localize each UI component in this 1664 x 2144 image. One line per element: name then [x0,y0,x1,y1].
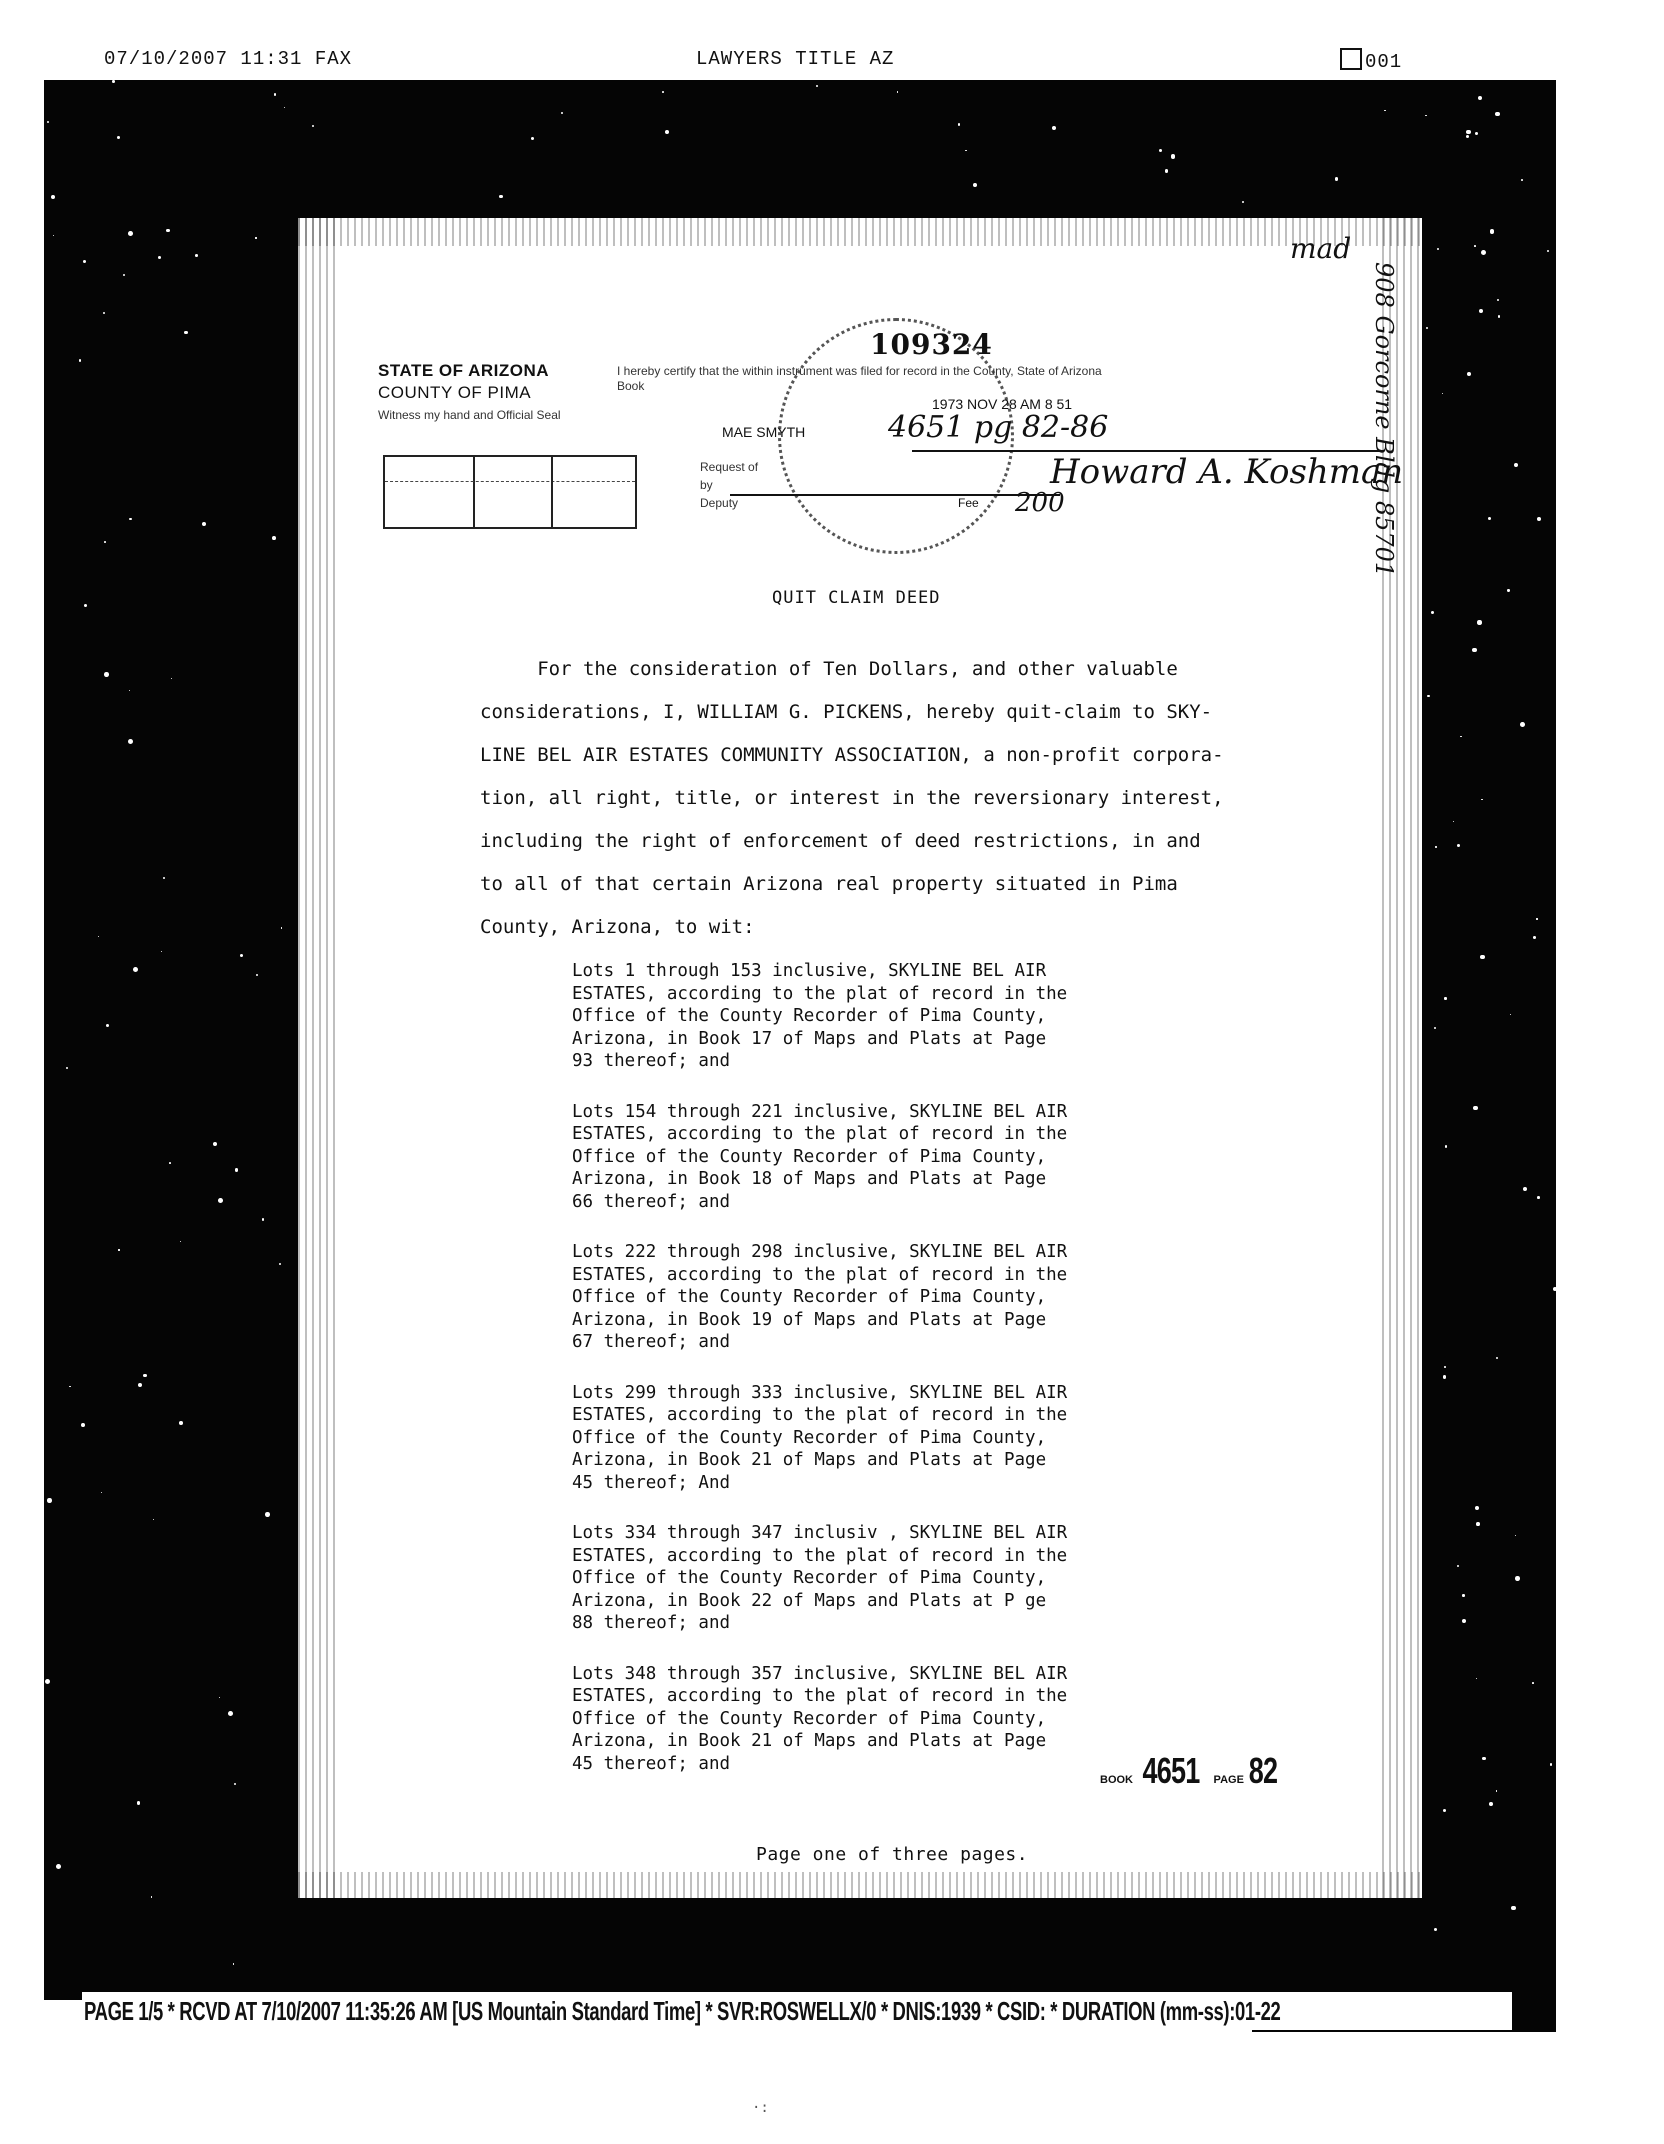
lot-line: ESTATES, according to the plat of record in the [572,1405,1068,1425]
scan-speck [1515,1576,1520,1581]
scan-speck [47,121,49,123]
scan-speck [195,254,198,257]
scan-speck [1514,463,1518,467]
scan-speck [1384,110,1386,112]
scan-speck [166,229,169,232]
deed-body-line: LINE BEL AIR ESTATES COMMUNITY ASSOCIATION, a non-profit corpora- [480,744,1224,766]
official-seal-note: Witness my hand and Official Seal [378,408,561,422]
deed-body [480,648,1370,949]
scan-speck [158,256,161,259]
lot-line: Arizona, in Book 22 of Maps and Plats at P ge [572,1590,1047,1611]
scan-speck [1490,229,1495,234]
scan-speck [284,107,285,108]
lot-line: 66 thereof; and [572,1191,731,1212]
scan-speck [103,312,105,314]
scan-speck [662,91,664,93]
scan-speck [163,877,165,879]
scan-speck [234,1783,236,1785]
lot-line: Lots 348 through 357 inclusive, SKYLINE BEL AIR [572,1663,1068,1684]
lot-line: Office of the County Recorder of Pima County, [572,1427,1047,1448]
scan-speck [1466,130,1471,135]
paper-noise-left [298,218,338,1898]
scan-speck [129,690,131,692]
scan-speck [1171,154,1176,159]
scan-speck [1425,115,1427,117]
lot-line: 93 thereof; and [572,1051,731,1071]
lot-line: Office of the County Recorder of Pima County, [572,1708,1047,1729]
scan-speck [1507,589,1509,591]
page-number: 82 [1248,1750,1278,1791]
scan-speck [106,1024,109,1027]
scan-speck [665,130,669,134]
scan-speck [66,1067,68,1069]
scan-speck [816,85,819,88]
lot-line: ESTATES, according to the plat of record in the [572,983,1068,1004]
scan-speck [1434,1027,1436,1029]
state-label: STATE OF ARIZONA [378,361,550,380]
page-footer: Page one of three pages. [756,1844,1029,1865]
lot-line: ESTATES, according to the plat of record in the [572,1545,1068,1566]
scan-speck [133,967,138,972]
scan-speck [235,1168,238,1171]
deed-body-line: County, Arizona, to wit: [480,916,755,938]
scan-speck [45,1679,50,1684]
scan-speck [1444,997,1446,999]
scan-speck [965,150,966,151]
scan-speck [1442,393,1443,394]
scan-speck [561,112,563,114]
scan-speck [1498,315,1501,318]
scan-speck [79,359,81,361]
scan-speck [1521,179,1523,181]
lot-line: Office of the County Recorder of Pima County, [572,1287,1047,1307]
scan-speck [83,260,86,263]
scan-speck [81,1423,85,1427]
scan-speck [1480,955,1484,959]
scan-speck [179,1421,183,1425]
scan-speck [279,1263,281,1265]
scan-speck [1443,1375,1447,1379]
scan-speck [219,1697,220,1698]
lot-line: ESTATES, according to the plat of record in the [572,1686,1068,1706]
corner-initials: mad [1290,232,1352,265]
scan-speck [202,522,206,526]
scan-speck [1488,517,1492,521]
scan-speck [1435,846,1436,847]
index-box [383,455,637,529]
scan-speck [233,1963,234,1964]
scan-speck [958,123,960,125]
lot-paragraph [572,1241,1212,1354]
scan-speck [143,1374,147,1378]
scan-speck [1533,936,1536,939]
scan-speck [255,237,256,238]
deputy-signature-line [730,494,1060,496]
deed-body-line: tion, all right, title, or interest in the reversionary interest, [480,787,1224,809]
scan-marks: ·: [752,2100,769,2116]
scan-speck [1457,844,1460,847]
lot-paragraph [572,1382,1212,1495]
book-page-reference [1100,1750,1282,1792]
fax-datetime: 07/10/2007 11:31 FAX [104,48,353,70]
lot-line: Lots 334 through 347 inclusiv , SKYLINE BEL AIR [572,1523,1068,1543]
docket-reference: 4651 pg 82-86 [888,410,1109,445]
scan-speck [1537,1196,1540,1199]
scan-speck [98,936,99,937]
margin-address: 908 Gorcorne Bldg 85701 [1370,262,1398,578]
lot-line: ESTATES, according to the plat of record in the [572,1264,1068,1285]
lot-line: Office of the County Recorder of Pima County, [572,1006,1047,1026]
fax-receipt-bar [82,1992,1512,2030]
scan-speck [1496,1790,1497,1791]
scan-speck [1536,918,1537,919]
fax-receipt-text: PAGE 1/5 * RCVD AT 7/10/2007 11:35:26 AM [US Mountain Standard Time] * SVR:ROSWELLX/0 * DNIS:1939 * CSID: * DURATION (mm-ss):01-22 [84,1996,1281,2026]
fax-page-value: 001 [1365,51,1403,73]
deputy-label: Deputy [700,496,739,510]
scan-speck [180,1241,181,1242]
scan-speck [1495,112,1499,116]
deed-body-line: For the consideration of Ten Dollars, and other valuable [480,658,1178,680]
fax-sender: LAWYERS TITLE AZ [696,48,895,70]
scan-speck [161,951,162,952]
lot-line: Arizona, in Book 18 of Maps and Plats at Page [572,1169,1047,1189]
scan-speck [1444,1366,1446,1368]
scan-speck [1475,1506,1479,1510]
scan-speck [1431,611,1434,614]
book-label: BOOK [1100,1774,1133,1786]
page-label: PAGE [1213,1774,1244,1786]
scan-speck [228,1711,233,1716]
lot-line: 67 thereof; and [572,1332,731,1352]
lot-line: Office of the County Recorder of Pima County, [572,1568,1047,1588]
scan-speck [84,604,87,607]
scan-speck [1462,1594,1464,1596]
scan-speck [53,235,54,236]
scan-speck [47,1498,51,1502]
scan-speck [1489,1802,1493,1806]
scan-speck [1547,250,1549,252]
scan-speck [1511,1906,1515,1910]
scan-speck [213,1142,217,1146]
scan-speck [1553,1287,1557,1291]
scan-speck [1457,1565,1459,1567]
scan-speck [499,195,503,199]
fax-page-icon [1340,48,1362,70]
scan-speck [256,974,258,976]
scan-speck [184,331,188,335]
scan-speck [138,1383,142,1387]
scan-speck [104,672,109,677]
lot-line: 88 thereof; and [572,1613,731,1633]
fee-amount: 200 [1015,488,1065,518]
scan-speck [171,678,172,679]
lot-line: Office of the County Recorder of Pima County, [572,1146,1047,1167]
scan-speck [1165,169,1168,172]
scan-speck [169,1162,171,1164]
recording-number: 109324 [870,328,993,361]
recorded-date: 1973 NOV 28 AM 8 51 [932,396,1073,412]
lot-line: 45 thereof; And [572,1472,731,1493]
scan-speck [312,125,315,128]
scan-speck [137,1801,141,1805]
lot-paragraph [572,1522,1212,1635]
scan-speck [262,1218,265,1221]
lot-line: ESTATES, according to the plat of record in the [572,1124,1068,1144]
by-label: by [700,478,713,492]
scan-speck [1052,126,1056,130]
recorder-name: MAE SMYTH [722,424,806,440]
book-number: 4651 [1142,1750,1200,1791]
lot-line: 45 thereof; and [572,1753,731,1774]
fax-page-number [1340,48,1402,73]
margin-handwriting [1368,262,1408,822]
scan-speck [274,93,276,95]
scan-speck [1478,96,1482,100]
lot-line: Arizona, in Book 19 of Maps and Plats at Page [572,1309,1047,1330]
scan-speck [123,274,126,277]
scan-speck [1537,517,1541,521]
scan-speck [1434,1928,1437,1931]
scan-speck [1159,149,1162,152]
scan-speck [272,536,276,540]
scan-speck [1550,1763,1553,1766]
scan-speck [117,136,120,139]
scan-speck [1453,821,1454,822]
scan-speck [128,231,133,236]
scan-speck [1532,1682,1534,1684]
scan-speck [1426,327,1428,329]
lot-line: Arizona, in Book 21 of Maps and Plats at Page [572,1731,1047,1751]
scan-speck [101,1492,103,1494]
scan-speck [1523,1187,1527,1191]
fee-label: Fee [958,496,979,510]
scan-speck [118,1249,119,1250]
lot-line: Lots 299 through 333 inclusive, SKYLINE BEL AIR [572,1382,1068,1403]
lot-line: Arizona, in Book 17 of Maps and Plats at Page [572,1028,1047,1049]
scan-speck [1335,177,1339,181]
scan-speck [104,541,106,543]
scan-speck [265,1512,270,1517]
lot-line: Lots 222 through 298 inclusive, SKYLINE BEL AIR [572,1242,1068,1262]
lot-descriptions [572,960,1212,1803]
scan-speck [1482,1757,1486,1761]
deed-body-line: to all of that certain Arizona real property situated in Pima [480,873,1178,895]
scan-speck [128,739,133,744]
scan-speck [1242,201,1244,203]
scan-speck [1476,1522,1480,1526]
scan-speck [1460,736,1462,738]
scan-speck [531,137,534,140]
certification-text: I hereby certify that the within instrument was filed for record in the County, State of Arizona Book [617,364,1102,393]
scan-speck [897,91,899,93]
scan-speck [1437,248,1439,250]
scan-speck [1472,648,1477,653]
county-label: COUNTY OF PIMA [378,383,532,402]
lot-line: Lots 154 through 221 inclusive, SKYLINE BEL AIR [572,1101,1068,1122]
scan-speck [129,518,131,520]
scan-speck [1473,1106,1478,1111]
lot-line: Lots 1 through 153 inclusive, SKYLINE BEL AIR [572,961,1047,981]
fax-header [0,48,1664,78]
scan-speck [1515,1535,1516,1536]
scan-speck [1497,299,1499,301]
scan-speck [1427,695,1429,697]
scan-speck [1479,309,1484,314]
scan-speck [1445,1145,1448,1148]
requester-signature: Howard A. Koshman [1050,452,1404,492]
scan-speck [69,1386,71,1388]
scan-speck [1467,372,1471,376]
scan-speck [1477,620,1481,624]
scan-speck [1510,1014,1511,1015]
lot-paragraph [572,1101,1212,1214]
scan-speck [1462,1619,1466,1623]
scan-speck [112,80,115,83]
request-label: Request of [700,460,759,474]
scan-speck [1466,135,1469,138]
scan-speck [1481,799,1483,801]
deed-title: QUIT CLAIM DEED [772,588,941,608]
paper-noise-bottom [298,1872,1422,1898]
scan-speck [1475,132,1478,135]
scan-speck [218,1198,223,1203]
scan-speck [1474,245,1476,247]
lot-line: Arizona, in Book 21 of Maps and Plats at Page [572,1450,1047,1470]
scan-speck [153,1519,154,1520]
scan-speck [1520,722,1525,727]
recording-stamp-left [378,360,658,426]
scan-speck [240,954,243,957]
lot-paragraph [572,960,1212,1073]
scan-speck [1496,1357,1498,1359]
scan-speck [1481,250,1486,255]
scan-speck [1476,1678,1477,1679]
scan-speck [281,927,283,929]
paper-noise-top [298,218,1422,246]
scan-speck [56,1864,61,1869]
scan-speck [973,183,977,187]
deed-body-line: considerations, I, WILLIAM G. PICKENS, hereby quit-claim to SKY- [480,701,1213,723]
scan-speck [151,1896,153,1898]
deed-body-line: including the right of enforcement of deed restrictions, in and [480,830,1201,852]
certification-labels [700,458,758,512]
scan-speck [51,195,55,199]
scan-speck [1443,1809,1446,1812]
